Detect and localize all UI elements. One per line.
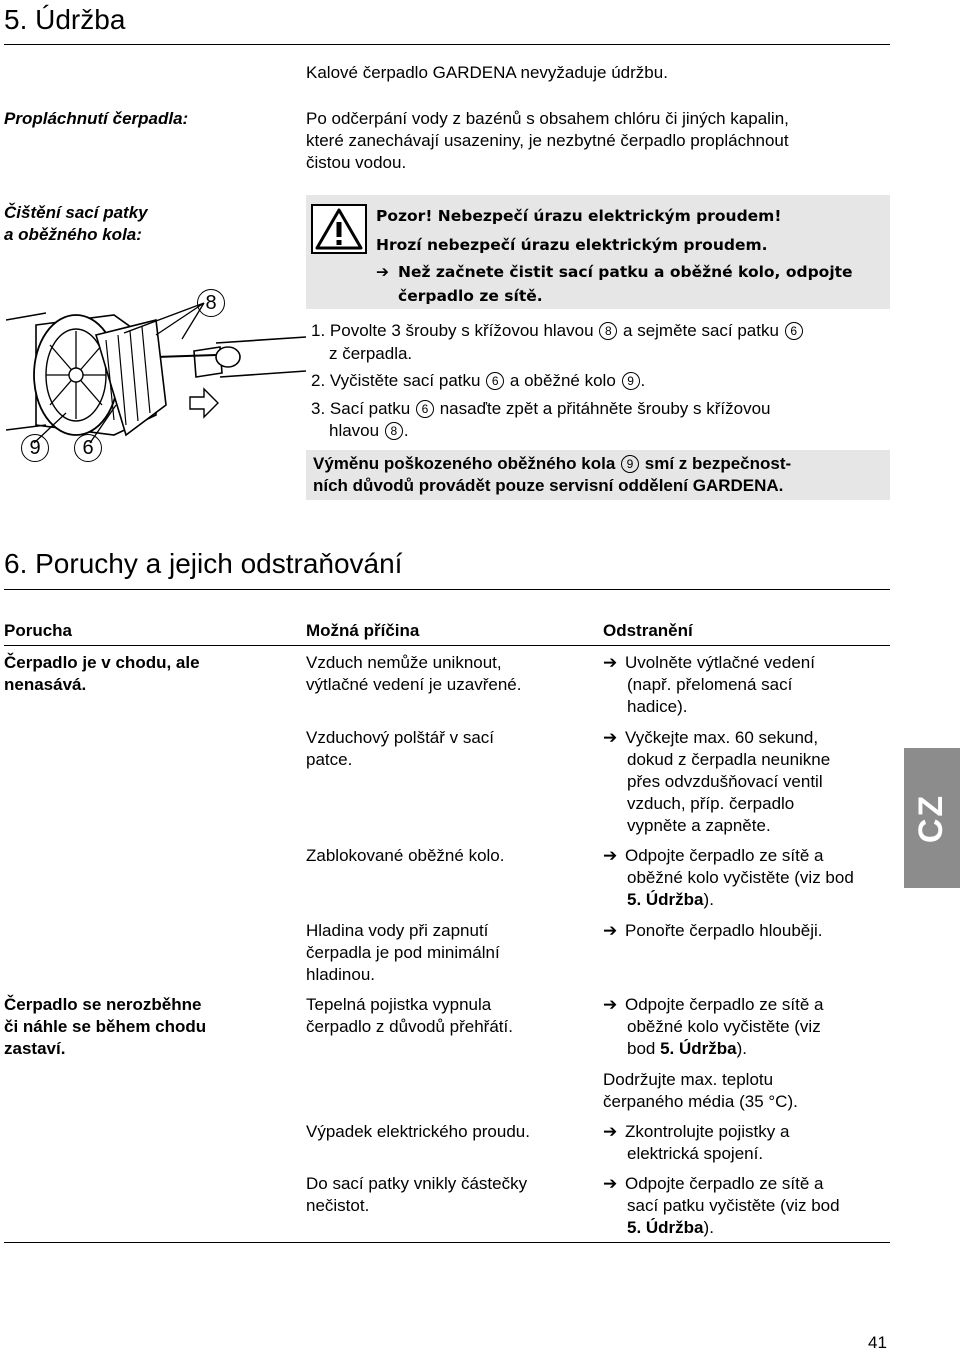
cause-2: Vzduchový polštář v sací patce. [306, 728, 495, 769]
cause-7: Do sací patky vnikly částečky nečistot. [306, 1174, 528, 1215]
table-header-rule [4, 645, 890, 646]
header-fault: Porucha [4, 621, 73, 640]
cause-6: Výpadek elektrického proudu. [306, 1122, 530, 1141]
cause-1: Vzduch nemůže uniknout, výtlačné vedení je uzavřené. [306, 653, 522, 694]
language-tab [904, 748, 960, 888]
arrow-icon: ➔ [603, 653, 618, 672]
section-6-rule [4, 589, 890, 590]
steps-list: 1. Povolte 3 šrouby s křížovou hlavou 8 a sejměte sací patku 6 z čerpadla. 2. Vyčistěte sací patku 6 a oběžné kolo 9 . 3. Sací patku 6 nasaďte zpět a přitáhněte šrouby s křížovou hlavou 8 . [311, 320, 804, 443]
cause-3: Zablokované oběžné kolo. [306, 846, 505, 865]
fault-2: Čerpadlo se nerozběhne či náhle se během chodu zastaví. [4, 995, 207, 1058]
arrow-icon: ➔ [376, 263, 389, 281]
arrow-icon: ➔ [603, 846, 618, 865]
arrow-icon: ➔ [603, 1174, 618, 1193]
page-number: 41 [868, 1333, 887, 1352]
cause-4: Hladina vody při zapnutí čerpadla je pod minimální hladinou. [306, 921, 500, 984]
fault-1: Čerpadlo je v chodu, ale nenasává. [4, 653, 200, 694]
cause-5: Tepelná pojistka vypnula čerpadlo z důvodů přehřátí. [306, 995, 513, 1036]
callout-8: 8 [197, 289, 225, 317]
step-2: 2. Vyčistěte sací patku 6 a oběžné kolo 9 . [311, 371, 646, 390]
remedy-5: ➔ Odpojte čerpadlo ze sítě a oběžné kolo vyčistěte (viz bod 5. Údržba). [603, 995, 824, 1058]
intro-text: Kalové čerpadlo GARDENA nevyžaduje údržbu. [306, 63, 668, 82]
arrow-icon: ➔ [603, 995, 618, 1014]
callout-6: 6 [74, 434, 102, 462]
warning-triangle-icon [311, 204, 367, 254]
section-6-title: 6. Poruchy a jejich odstraňování [4, 548, 403, 579]
step-3: 3. Sací patku 6 nasaďte zpět a přitáhněte šrouby s křížovou [311, 398, 771, 418]
header-cause: Možná příčina [306, 621, 420, 640]
remedy-6: ➔ Zkontrolujte pojistky a elektrická spojení. [603, 1122, 790, 1163]
language-tab-label: CZ [912, 793, 951, 843]
callout-9: 9 [21, 434, 49, 462]
remedy-1: ➔ Uvolněte výtlačné vedení (např. přelomená sací hadice). [603, 653, 815, 716]
warning-line2: Hrozí nebezpečí úrazu elektrickým proudem. [376, 236, 768, 254]
remedy-7: ➔ Odpojte čerpadlo ze sítě a sací patku vyčistěte (viz bod 5. Údržba). [603, 1174, 840, 1237]
arrow-icon: ➔ [603, 728, 618, 747]
pump-illustration [6, 285, 306, 470]
step-1: 1. Povolte 3 šrouby s křížovou hlavou 8 a sejměte sací patku 6 [311, 320, 804, 343]
flush-label: Propláchnutí čerpadla: [4, 109, 189, 128]
arrow-icon: ➔ [603, 1122, 618, 1141]
cleaning-label: Čištění sací patky a oběžného kola: [4, 203, 148, 244]
remedy-5b: Dodržujte max. teplotu čerpaného média (35 °C). [603, 1070, 798, 1111]
table-bottom-rule [4, 1242, 890, 1243]
flush-text: Po odčerpání vody z bazénů s obsahem chlóru či jiných kapalin, které zanechávají usazeniny, je nezbytné čerpadlo propláchnout čistou vodou. [306, 109, 789, 172]
remedy-4: ➔ Ponořte čerpadlo hlouběji. [603, 921, 823, 940]
remedy-3: ➔ Odpojte čerpadlo ze sítě a oběžné kolo vyčistěte (viz bod 5. Údržba). [603, 846, 854, 909]
note-text: Výměnu poškozeného oběžného kola 9 smí z bezpečnost- ních důvodů provádět pouze servisní oddělení GARDENA. [313, 454, 792, 495]
section-5-rule [4, 44, 890, 45]
section-5-title: 5. Údržba [4, 4, 126, 35]
warning-title: Pozor! Nebezpečí úrazu elektrickým proudem! [376, 207, 782, 225]
remedy-2: ➔ Vyčkejte max. 60 sekund, dokud z čerpadla neunikne přes odvzdušňovací ventil vzduch, příp. čerpadlo vypněte a zapněte. [603, 728, 831, 835]
warning-text: Pozor! Nebezpečí úrazu elektrickým proudem! Hrozí nebezpečí úrazu elektrickým proudem. ➔ Než začnete čistit sací patku a oběžné kolo, odpojte čerpadlo ze sítě. [376, 202, 853, 308]
arrow-icon: ➔ [603, 921, 618, 940]
header-remedy: Odstranění [603, 621, 693, 640]
